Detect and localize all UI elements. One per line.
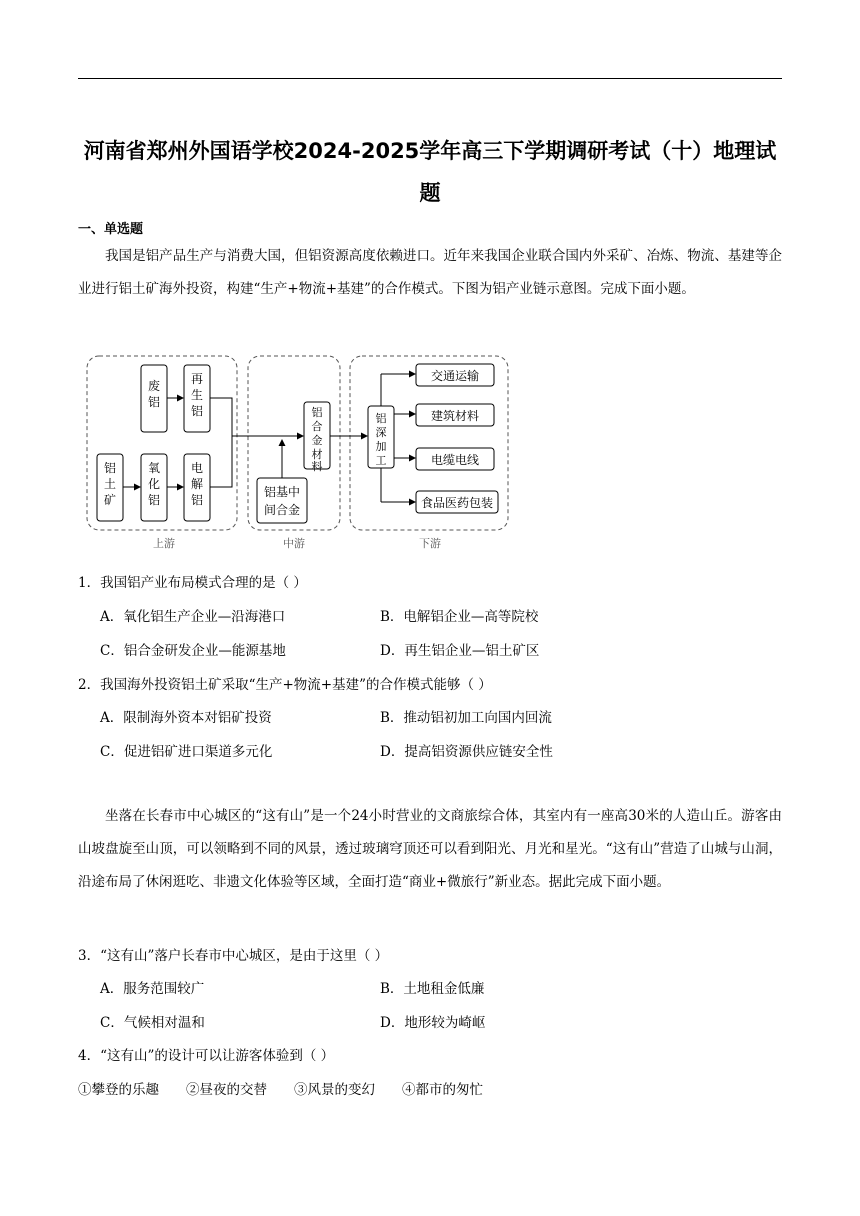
svg-text:再: 再 [190, 372, 204, 386]
svg-text:加: 加 [375, 440, 387, 453]
question-4-stem: 4．“这有山”的设计可以让游客体验到（ ） [78, 1048, 335, 1064]
svg-text:深: 深 [375, 426, 387, 439]
q2-option-c[interactable]: C．促进铝矿进口渠道多元化 [100, 744, 273, 760]
svg-text:电: 电 [190, 461, 204, 475]
page-title: 河南省郑州外国语学校2024-2025学年高三下学期调研考试（十）地理试题 [83, 139, 777, 205]
question-2-stem: 2．我国海外投资铝土矿采取“生产+物流+基建”的合作模式能够（ ） [78, 677, 492, 693]
svg-text:合: 合 [311, 420, 323, 433]
passage-2: 坐落在长春市中心城区的“这有山”是一个24小时营业的文商旅综合体，其室内有一座高30米的人造山丘。游客由山坡盘旋至山顶，可以领略到不同的风景，透过玻璃穹顶还可以看到阳光、月光和星光。“这有山”营造了山城与山洞，沿途布局了休闲逛吃、非遗文化体验等区域，全面打造“商业+微旅行”新业态。据此完成下面小题。 [78, 808, 782, 890]
svg-text:铝: 铝 [375, 412, 387, 425]
q1-option-b[interactable]: B．电解铝企业—高等院校 [380, 609, 539, 625]
header-rule [78, 78, 782, 79]
q3-option-d[interactable]: D．地形较为崎岖 [380, 1015, 486, 1031]
q1-option-d[interactable]: D．再生铝企业—铝土矿区 [380, 643, 540, 659]
svg-text:氧: 氧 [147, 461, 161, 475]
label-transport: 交通运输 [430, 369, 480, 383]
section-heading: 一、单选题 [78, 222, 144, 237]
question-3-stem: 3．“这有山”落户长春市中心城区，是由于这里（ ） [78, 948, 389, 964]
label-waste-al-1: 废 [147, 379, 161, 393]
q1-option-a[interactable]: A．氧化铝生产企业—沿海港口 [100, 609, 286, 625]
svg-text:料: 料 [311, 460, 323, 473]
q2-option-a[interactable]: A．限制海外资本对铝矿投资 [100, 710, 272, 726]
q2-option-b[interactable]: B．推动铝初加工向国内回流 [380, 710, 552, 726]
q1-option-c[interactable]: C．铝合金研发企业—能源基地 [100, 643, 286, 659]
question-4-items: ①攀登的乐趣 ②昼夜的交替 ③风景的变幻 ④都市的匆忙 [78, 1082, 483, 1098]
question-1-stem: 1．我国铝产业布局模式合理的是（ ） [78, 575, 307, 591]
svg-text:工: 工 [375, 454, 387, 467]
svg-text:铝: 铝 [190, 404, 204, 418]
svg-text:化: 化 [147, 477, 161, 491]
q2-option-d[interactable]: D．提高铝资源供应链安全性 [380, 744, 553, 760]
svg-text:铝: 铝 [147, 493, 161, 507]
svg-text:材: 材 [311, 448, 323, 461]
label-waste-al-2: 铝 [147, 395, 161, 409]
label-upstream: 上游 [153, 537, 175, 550]
label-building: 建筑材料 [430, 409, 480, 423]
svg-text:金: 金 [311, 434, 323, 447]
aluminum-industry-chain-diagram [84, 350, 514, 555]
q3-option-c[interactable]: C．气候相对温和 [100, 1015, 205, 1031]
label-downstream: 下游 [419, 537, 441, 550]
label-packaging: 食品医药包装 [420, 496, 494, 510]
passage-1: 我国是铝产品生产与消费大国，但铝资源高度依赖进口。近年来我国企业联合国内外采矿、冶炼、物流、基建等企业进行铝土矿海外投资，构建“生产+物流+基建”的合作模式。下图为铝产业链示意图。完成下面小题。 [78, 248, 782, 297]
svg-text:铝: 铝 [311, 406, 323, 419]
svg-text:解: 解 [190, 477, 204, 491]
label-midstream: 中游 [283, 537, 305, 550]
label-cable: 电缆电线 [430, 453, 480, 467]
svg-text:生: 生 [190, 388, 204, 402]
q3-option-a[interactable]: A．服务范围较广 [100, 981, 205, 997]
svg-text:间合金: 间合金 [263, 503, 301, 517]
svg-text:铝: 铝 [103, 461, 117, 475]
svg-text:矿: 矿 [103, 493, 117, 507]
svg-text:铝基中: 铝基中 [263, 485, 301, 499]
q3-option-b[interactable]: B．土地租金低廉 [380, 981, 485, 997]
svg-text:土: 土 [103, 477, 117, 491]
svg-text:铝: 铝 [190, 493, 204, 507]
